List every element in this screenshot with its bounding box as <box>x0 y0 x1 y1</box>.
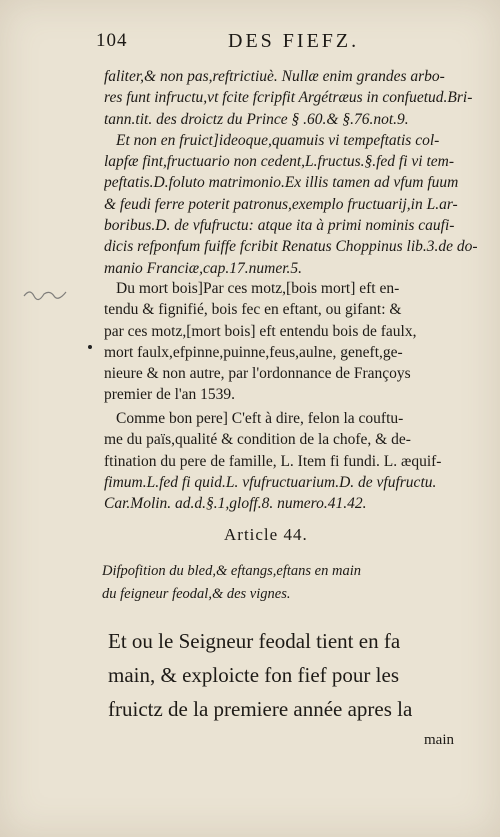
text-line: Et non en fruict]ideoque,quamuis vi tempeftatis col- <box>116 131 440 149</box>
text-line: par ces motz,[mort bois] eft entendu bois de faulx, <box>104 322 417 340</box>
article-text <box>108 624 478 726</box>
text-line: Car.Molin. ad.d.§.1,gloff.8. numero.41.42. <box>104 495 367 513</box>
ink-dot <box>88 345 92 349</box>
running-title: DES FIEFZ. <box>228 30 360 52</box>
text-line: res funt infructu,vt fcite fcripfit Argétræus in confuetud.Bri- <box>104 89 473 107</box>
text-line: fimum.L.fed fi quid.L. vfufructuarium.D. de vfufructu. <box>104 473 437 491</box>
text-line: & feudi ferre poterit patronus,exemplo fructuarij,in L.ar- <box>104 195 458 213</box>
text-line: manio Franciæ,cap.17.numer.5. <box>104 259 303 277</box>
article-subtitle <box>102 560 482 606</box>
subtitle-line: du feigneur feodal,& des vignes. <box>102 586 291 602</box>
text-line: ftination du pere de famille, L. Item fi fundi. L. æquif- <box>104 452 442 470</box>
commentary-paragraph-2 <box>104 278 482 406</box>
text-line: premier de l'an 1539. <box>104 386 236 404</box>
text-line: tendu & fignifié, bois fec en eftant, ou gifant: & <box>104 301 402 319</box>
commentary-paragraph-3 <box>104 408 482 514</box>
page-number: 104 <box>96 30 128 51</box>
text-line: tann.tit. des droictz du Prince § .60.& §.76.not.9. <box>104 110 409 128</box>
article-heading: Article 44. <box>224 525 308 544</box>
text-line: dicis refponfum fuiffe fcribit Renatus Choppinus lib.3.de do- <box>104 238 478 256</box>
subtitle-line: Difpofition du bled,& eftangs,eftans en main <box>102 563 361 579</box>
page-header <box>96 30 476 56</box>
article-line: fruictz de la premiere année apres la <box>108 697 413 721</box>
text-line: Du mort bois]Par ces motz,[bois mort] eft en- <box>116 280 400 297</box>
article-line: main, & exploicte fon fief pour les <box>108 663 399 687</box>
margin-scribble-icon <box>22 284 68 304</box>
text-line: boribus.D. de vfufructu: atque ita à primi nominis caufi- <box>104 217 455 235</box>
text-line: faliter,& non pas,reftrictiuè. Nullæ enim grandes arbo- <box>104 68 445 85</box>
catchword: main <box>424 732 454 748</box>
text-line: Comme bon pere] C'eft à dire, felon la couftu- <box>116 410 404 427</box>
article-line: Et ou le Seigneur feodal tient en fa <box>108 629 401 653</box>
text-line: lapfæ fint,fructuario non cedent,L.fructus.§.fed fi vi tem- <box>104 153 455 171</box>
text-line: me du païs,qualité & condition de la chofe, & de- <box>104 431 411 449</box>
text-line: nieure & non autre, par l'ordonnance de Françoys <box>104 365 411 383</box>
text-line: mort faulx,efpinne,puinne,feus,aulne, geneft,ge- <box>104 343 403 361</box>
text-line: peftatis.D.foluto matrimonio.Ex illis tamen ad vfum fuum <box>104 174 459 192</box>
commentary-paragraph-1 <box>104 66 482 279</box>
